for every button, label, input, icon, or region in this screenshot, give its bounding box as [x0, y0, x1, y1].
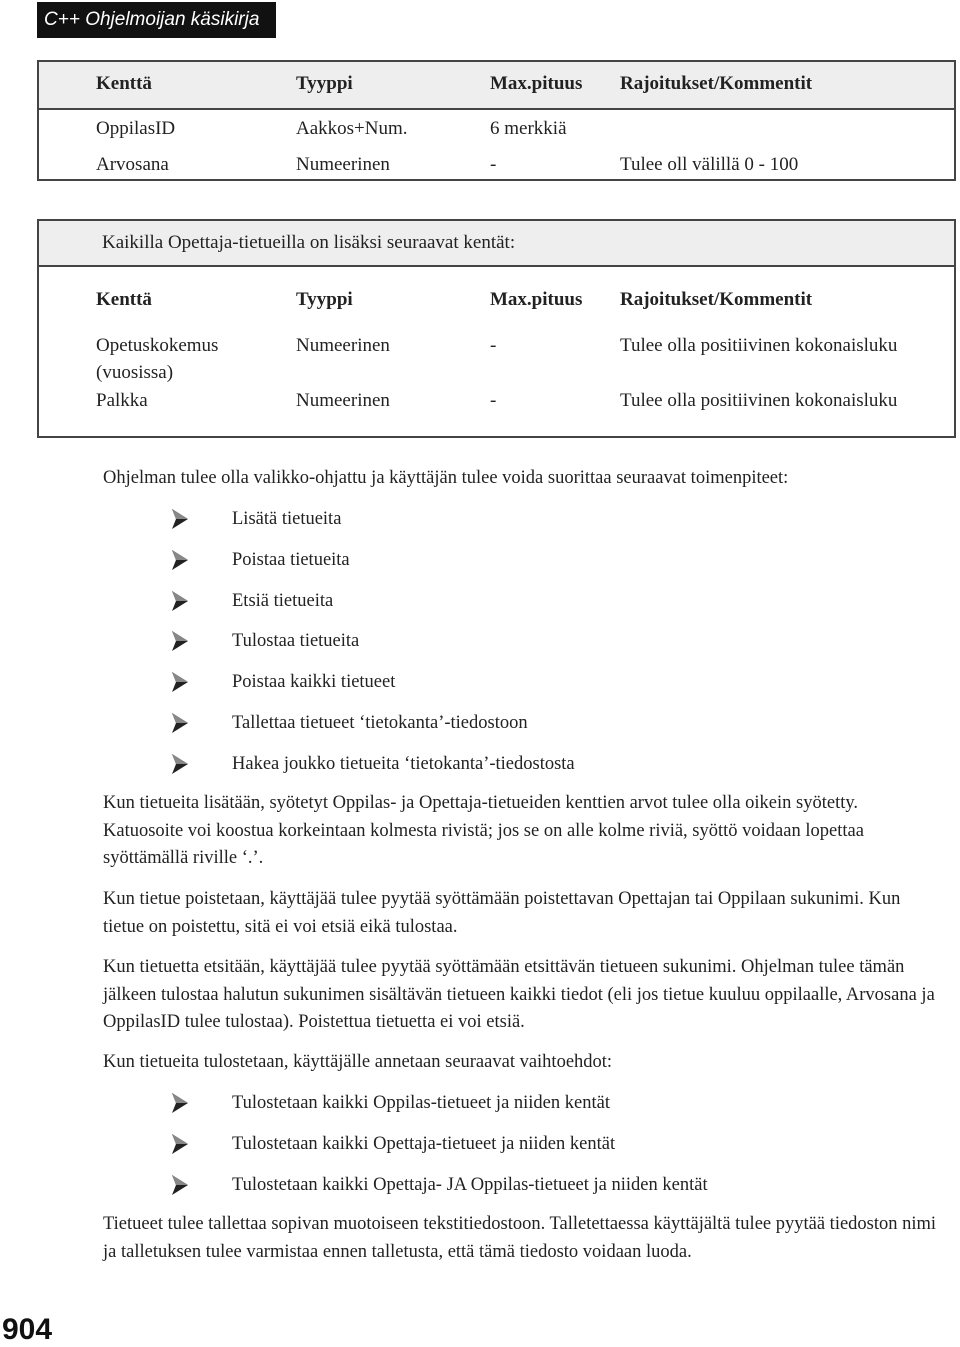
bullet-arrow-icon	[170, 712, 190, 734]
paragraph-adding: Kun tietueita lisätään, syötetyt Oppilas- ja Opettaja-tietueiden kenttien arvot tulee olla oikein syötetty. Katuosoite voi koostua korkeintaan kolmesta rivistä; jos se on alle kolme riviä, syöttö voidaan lopettaa syöttämällä riville ‘.’.	[103, 793, 864, 868]
bullet-arrow-icon	[170, 753, 190, 775]
running-header: C++ Ohjelmoijan käsikirja	[37, 2, 276, 38]
table-student-fields	[37, 60, 956, 181]
cell-comment: Tulee oll välillä 0 - 100	[620, 154, 799, 175]
cell-type: Numeerinen	[296, 335, 390, 356]
col-header-field: Kenttä	[96, 73, 152, 94]
col-header-comments: Rajoitukset/Kommentit	[620, 289, 813, 310]
cell-type: Aakkos+Num.	[296, 118, 408, 139]
col-header-comments: Rajoitukset/Kommentit	[620, 73, 813, 94]
print-option-item-label: Tulostetaan kaikki Opettaja- JA Oppilas-tietueet ja niiden kentät	[232, 1174, 708, 1195]
teacher-fields-note	[37, 219, 956, 267]
bullet-arrow-icon	[170, 630, 190, 652]
table-row	[39, 146, 954, 182]
table-header-row	[39, 62, 954, 110]
paragraph-saving: Tietueet tulee tallettaa sopivan muotoiseen tekstitiedostoon. Talletettaessa käyttäjältä tulee pyytää tiedoston nimi ja talletuksen tulee varmistaa ennen talletusta, että tämä tiedosto voidaan luoda.	[103, 1214, 937, 1262]
cell-maxlen: -	[490, 154, 497, 175]
table-teacher-fields	[37, 265, 956, 438]
col-header-maxlen: Max.pituus	[490, 289, 583, 310]
operation-item-label: Lisätä tietueita	[232, 509, 342, 529]
intro-paragraph: Ohjelman tulee olla valikko-ohjattu ja käyttäjän tulee voida suorittaa seuraavat toimenpiteet:	[103, 468, 789, 488]
col-header-type: Tyyppi	[296, 73, 353, 94]
table-row	[39, 110, 954, 146]
bullet-arrow-icon	[170, 1174, 190, 1196]
paragraph-searching: Kun tietuetta etsitään, käyttäjää tulee pyytää syöttämään etsittävän tietueen sukunimi. Ohjelman tulee tämän jälkeen tulostaa halutun sukunimen sisältävän tietueen kaikki tiedot (eli jos tietue kuuluu oppilaalle, Arvosana ja OppilasID tulee tulostaa). Poistettua tietuetta ei voi etsiä.	[103, 957, 935, 1032]
cell-type: Numeerinen	[296, 154, 390, 175]
col-header-field: Kenttä	[96, 289, 152, 310]
operation-item-label: Tulostaa tietueita	[232, 631, 360, 652]
print-option-item-label: Tulostetaan kaikki Opettaja-tietueet ja niiden kentät	[232, 1133, 616, 1154]
col-header-maxlen: Max.pituus	[490, 73, 583, 94]
bullet-arrow-icon	[170, 1092, 190, 1114]
table-row	[39, 333, 954, 387]
operation-item-label: Hakea joukko tietueita ‘tietokanta’-tiedostosta	[232, 753, 575, 774]
cell-comment: Tulee olla positiivinen kokonaisluku	[620, 335, 898, 356]
bullet-arrow-icon	[170, 590, 190, 612]
page-number: 904	[2, 1313, 53, 1346]
cell-maxlen: 6 merkkiä	[490, 118, 567, 139]
cell-field: Palkka	[96, 390, 148, 411]
cell-field: Arvosana	[96, 154, 169, 175]
cell-comment: Tulee olla positiivinen kokonaisluku	[620, 390, 898, 411]
operation-item-label: Poistaa kaikki tietueet	[232, 672, 396, 693]
paragraph-printing: Kun tietueita tulostetaan, käyttäjälle annetaan seuraavat vaihtoehdot:	[103, 1052, 613, 1072]
operation-item-label: Tallettaa tietueet ‘tietokanta’-tiedostoon	[232, 713, 528, 733]
cell-type: Numeerinen	[296, 390, 390, 411]
cell-field: OppilasID	[96, 118, 176, 139]
cell-field-sub: (vuosissa)	[96, 362, 174, 383]
cell-field: Opetuskokemus	[96, 335, 219, 356]
bullet-arrow-icon	[170, 508, 190, 530]
table-header-row	[39, 265, 954, 311]
paragraph-deleting: Kun tietue poistetaan, käyttäjää tulee pyytää syöttämään poistettavan Opettajan tai Oppilaan sukunimi. Kun tietue on poistettu, sitä ei voi etsiä eikä tulostaa.	[103, 889, 901, 937]
bullet-arrow-icon	[170, 1133, 190, 1155]
table-row	[39, 388, 954, 424]
cell-maxlen: -	[490, 390, 497, 411]
print-option-item-label: Tulostetaan kaikki Oppilas-tietueet ja niiden kentät	[232, 1093, 610, 1113]
bullet-arrow-icon	[170, 549, 190, 571]
operation-item-label: Etsiä tietueita	[232, 590, 334, 611]
operation-item-label: Poistaa tietueita	[232, 549, 350, 570]
cell-maxlen: -	[490, 335, 497, 356]
note-text: Kaikilla Opettaja-tietueilla on lisäksi seuraavat kentät:	[102, 232, 516, 253]
bullet-arrow-icon	[170, 671, 190, 693]
col-header-type: Tyyppi	[296, 289, 353, 310]
